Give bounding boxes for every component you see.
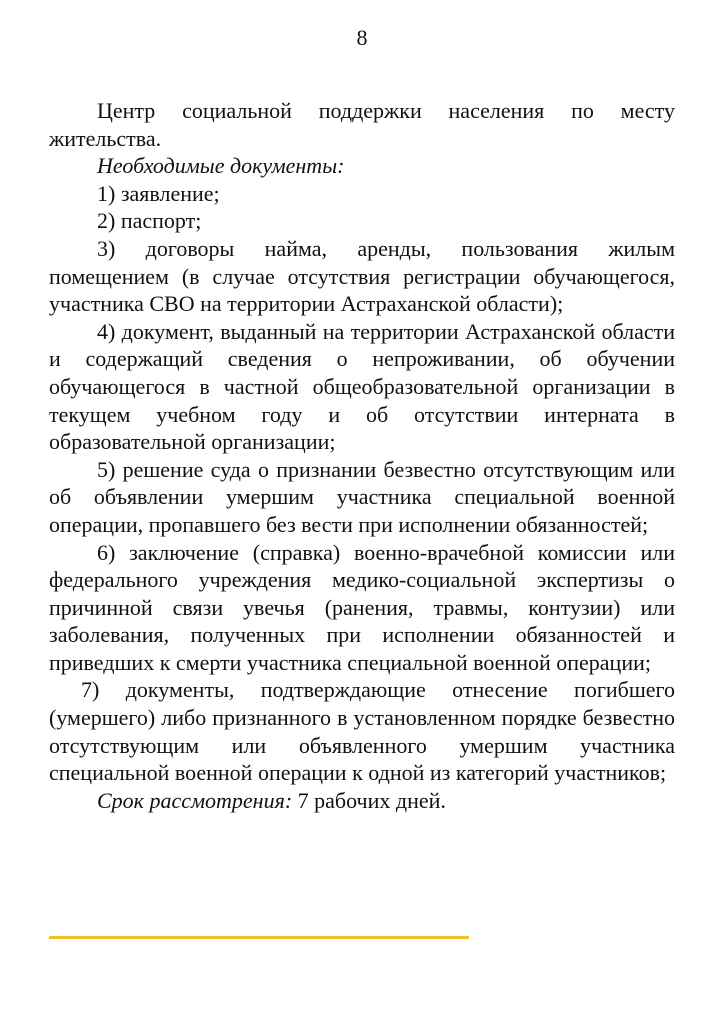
page-number: 8 xyxy=(356,25,368,50)
review-term-value: 7 рабочих дней. xyxy=(297,787,446,813)
list-item-2: 2) паспорт; xyxy=(97,208,202,234)
list-item-7: 7) документы, подтверждающие отнесение погибшего (умершего) либо признанного в установленном порядке безвестно отсутствующим или объявленного умершим участника специальной военной операции к одной из категорий участников; xyxy=(49,677,675,786)
list-item-6: 6) заключение (справка) военно-врачебной комиссии или федерального учреждения медико-социальной экспертизы о причинной связи увечья (ранения, травмы, контузии) или заболевания, полученных при исполнении обязанностей и приведших к смерти участника специальной военной операции; xyxy=(49,539,675,675)
list-item-1: 1) заявление; xyxy=(97,180,220,206)
list-item-3: 3) договоры найма, аренды, пользования жилым помещением (в случае отсутствия регистрации обучающегося, участника СВО на территории Астраханской области); xyxy=(49,235,675,317)
list-item-5: 5) решение суда о признании безвестно отсутствующим или об объявлении умершим участника специальной военной операции, пропавшего без вести при исполнении обязанностей; xyxy=(49,456,675,537)
review-term-label: Срок рассмотрения: xyxy=(97,787,293,813)
list-item-4: 4) документ, выданный на территории Астраханской области и содержащий сведения о непроживании, об обучении обучающегося в частной общеобразовательной организации в текущем учебном году и об отсутствии интерната в образовательной организации; xyxy=(49,318,675,455)
intro-paragraph: Центр социальной поддержки населения по месту жительства. xyxy=(49,98,675,151)
document-body xyxy=(49,97,675,814)
yellow-divider xyxy=(49,936,469,939)
required-documents-heading: Необходимые документы: xyxy=(97,153,345,179)
review-term-paragraph xyxy=(49,787,675,815)
